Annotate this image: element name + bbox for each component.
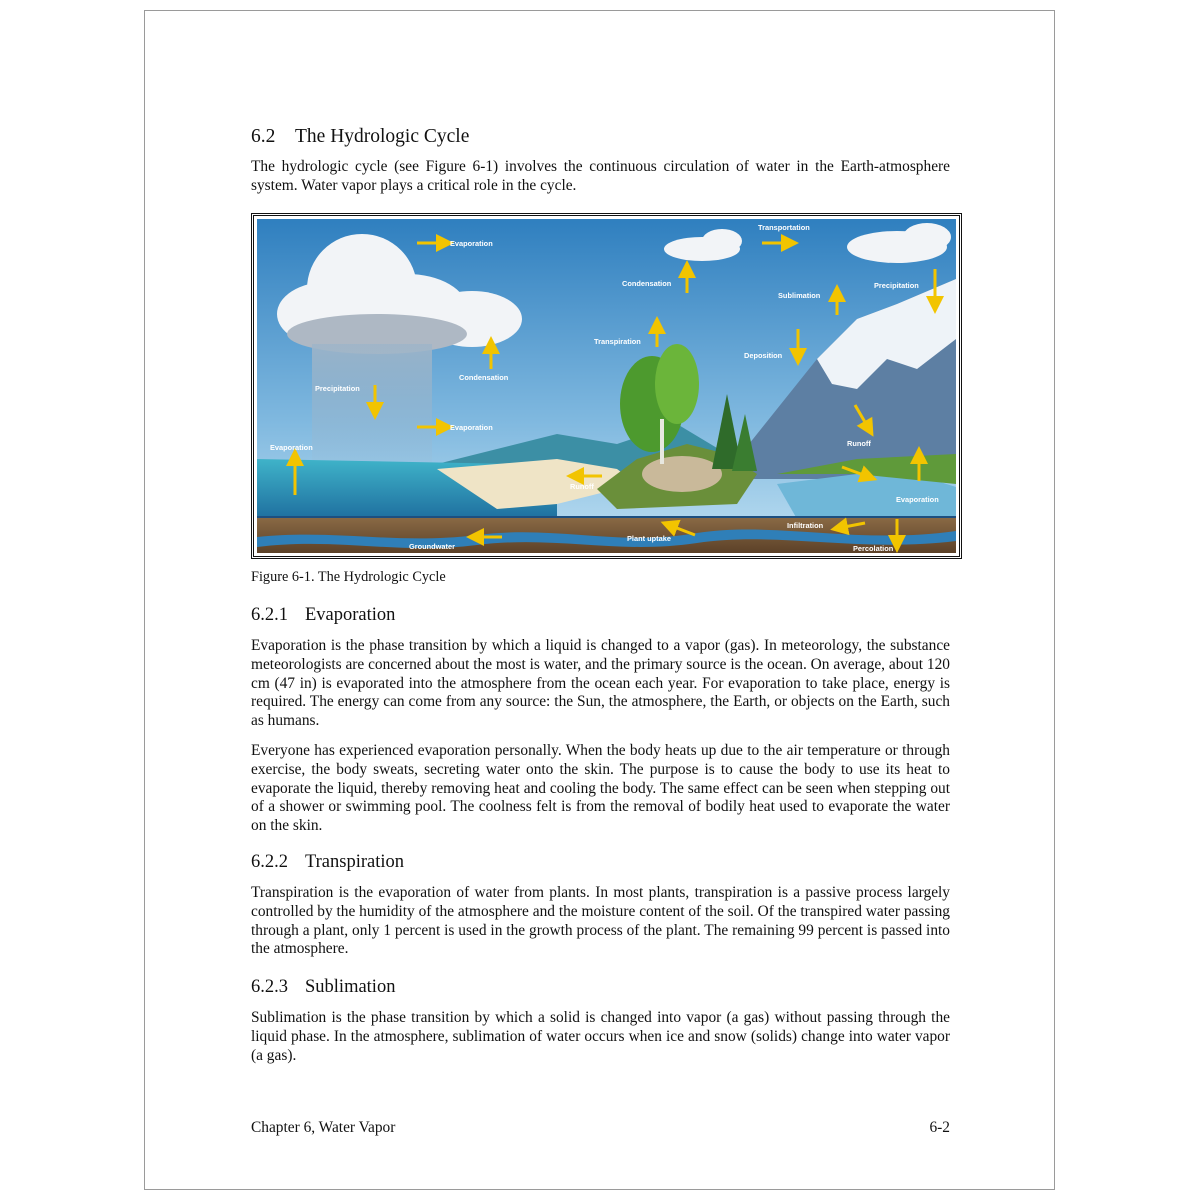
hydrologic-cycle-figure: [251, 213, 962, 559]
subsection-number: 6.2.3: [251, 977, 288, 997]
sublimation-paragraph: Sublimation is the phase transition by which a solid is changed into vapor (a gas) without passing through the liquid phase. In the atmosphere, sublimation of water occurs when ice and snow (solids) change into water vapor (a gas).: [251, 1009, 950, 1064]
subsection-title: Sublimation: [305, 977, 396, 997]
page-footer: [251, 1119, 950, 1137]
label-transpiration: Transpiration: [594, 337, 641, 346]
subsection-heading-transpiration: [251, 852, 950, 873]
label-evaporation-right: Evaporation: [896, 495, 939, 504]
transpiration-paragraph: Transpiration is the evaporation of water from plants. In most plants, transpiration is a passive process largely controlled by the humidity of the atmosphere and the moisture content of the soil. Of the transpired water passing through a plant, only 1 percent is used in the growth process of the plant. The remaining 99 percent is passed into the atmosphere.: [251, 884, 950, 958]
figure-caption: Figure 6-1. The Hydrologic Cycle: [251, 569, 446, 585]
intro-paragraph: The hydrologic cycle (see Figure 6-1) involves the continuous circulation of water in the Earth-atmosphere system. Water vapor plays a critical role in the cycle.: [251, 158, 950, 194]
section-title: The Hydrologic Cycle: [295, 126, 470, 147]
footer-chapter: Chapter 6, Water Vapor: [251, 1119, 396, 1136]
subsection-number: 6.2.2: [251, 852, 288, 872]
rain-shaft: [312, 344, 432, 464]
evaporation-paragraph-2: Everyone has experienced evaporation personally. When the body heats up due to the air temperature or through exercise, the body sweats, secreting water onto the skin. The purpose is to cause the body to use its heat to evaporate the liquid, thereby removing heat and cooling the body. The same effect can be seen when stepping out of a shower or swimming pool. The coolness felt is from the removal of bodily heat used to evaporate the water on the skin.: [251, 742, 950, 835]
label-deposition: Deposition: [744, 351, 783, 360]
label-precipitation-left: Precipitation: [315, 384, 360, 393]
section-heading: [251, 126, 950, 148]
label-infiltration: Infiltration: [787, 521, 824, 530]
footer-page-number: 6-2: [929, 1119, 950, 1136]
label-runoff-left: Runoff: [570, 482, 594, 491]
document-page: [144, 10, 1055, 1190]
label-evaporation-top: Evaporation: [450, 239, 493, 248]
label-evaporation-left: Evaporation: [270, 443, 313, 452]
evaporation-paragraph-1: Evaporation is the phase transition by which a liquid is changed to a vapor (gas). In meteorology, the substance meteorologists are concerned about the most is water, and the primary source is the ocean. On average, about 120 cm (47 in) is evaporated into the atmosphere from the ocean each year. For evaporation to take place, energy is required. The energy can come from any source: the Sun, the atmosphere, the Earth, or objects on the Earth, such as humans.: [251, 637, 950, 730]
label-percolation: Percolation: [853, 544, 894, 553]
label-runoff-right: Runoff: [847, 439, 871, 448]
label-groundwater: Groundwater: [409, 542, 455, 551]
subsection-heading-evaporation: [251, 605, 950, 626]
subsection-title: Transpiration: [305, 852, 405, 872]
hydrologic-cycle-illustration: [257, 219, 956, 553]
label-evaporation-mid: Evaporation: [450, 423, 493, 432]
subsection-number: 6.2.1: [251, 605, 288, 625]
subsection-title: Evaporation: [305, 605, 396, 625]
label-transportation: Transportation: [758, 223, 810, 232]
label-precipitation-right: Precipitation: [874, 281, 919, 290]
label-plant-uptake: Plant uptake: [627, 534, 671, 543]
subsection-heading-sublimation: [251, 977, 950, 998]
label-sublimation: Sublimation: [778, 291, 821, 300]
label-condensation-mid: Condensation: [622, 279, 672, 288]
section-number: 6.2: [251, 126, 276, 147]
rocks: [642, 456, 722, 492]
label-condensation-left: Condensation: [459, 373, 509, 382]
